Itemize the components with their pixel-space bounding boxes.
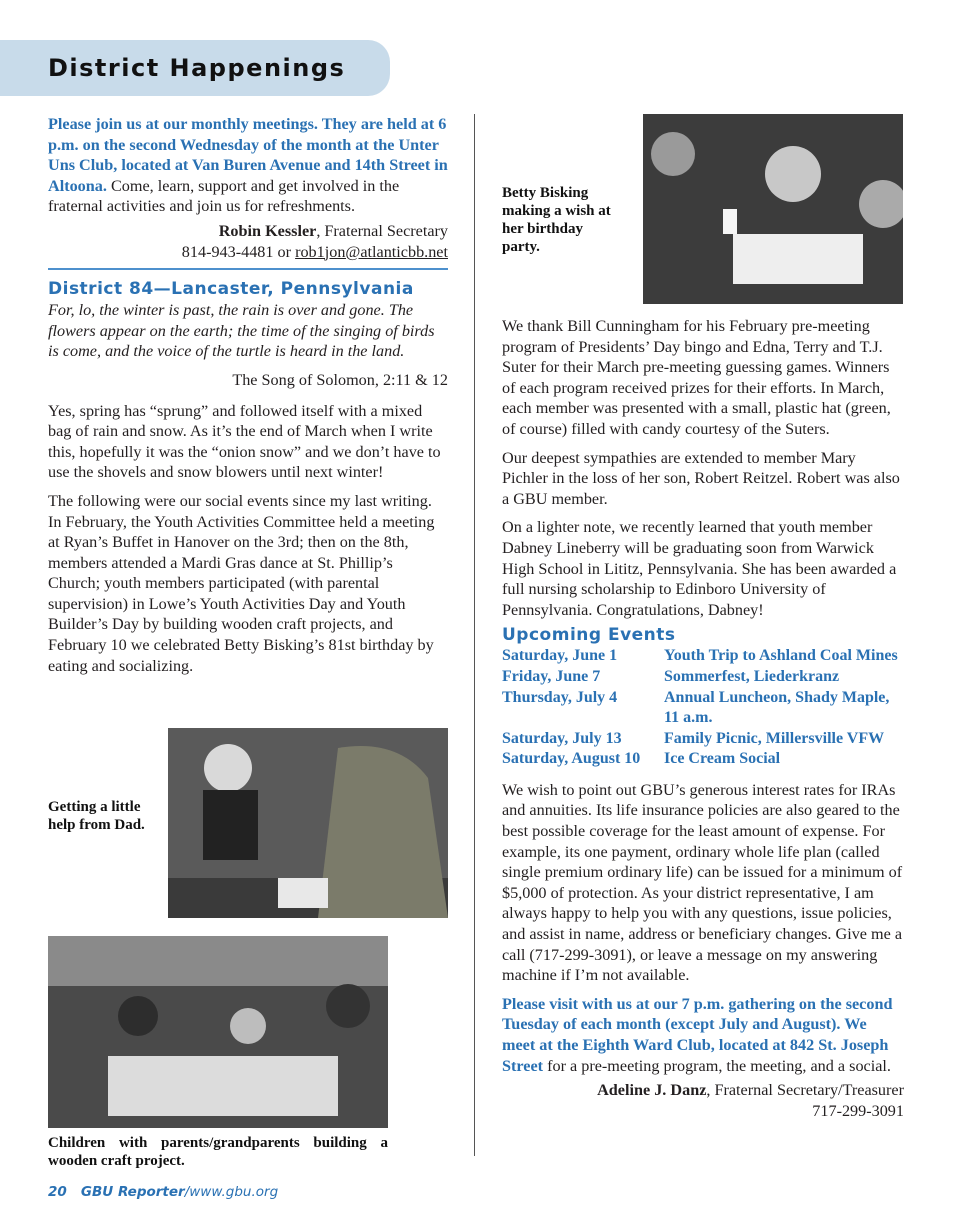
signature-title: , Fraternal Secretary (316, 221, 448, 240)
signature-name: Adeline J. Danz (597, 1081, 707, 1100)
events-paragraph: The following were our social events since my last writing. In February, the Youth Activities Committee held a meeting at Ryan’s Buffet in Hanover on the 3rd; then on the 8th, members attended a Mardi Gras dance at St. Phillip’s Church; youth members participated (with parental supervision) in Lowe’s Youth Activities Day and Youth Builder’s Day by building wooden craft projects, and February 10 we celebrated Betty Bisking’s 81st birthday by eating and socializing. (48, 491, 435, 675)
event-row (502, 688, 904, 729)
intro-signature (48, 221, 448, 262)
signature-phone: 814-943-4481 or (181, 242, 296, 261)
caption-dad: Getting a little help from Dad. (48, 799, 145, 833)
page-number: 20 (48, 1184, 67, 1200)
event-date: Thursday, July 4 (502, 688, 618, 706)
publication-name: GBU Reporter (80, 1184, 185, 1200)
photo-image (643, 114, 903, 304)
event-row (502, 646, 904, 667)
photo-children-crafts (48, 936, 388, 1128)
event-date: Saturday, August 10 (502, 750, 641, 768)
photo-image (168, 728, 448, 918)
photo-birthday (643, 114, 903, 304)
section-title: District Happenings (48, 54, 346, 82)
signature-title: , Fraternal Secretary/Treasurer (706, 1081, 904, 1100)
visit-paragraph (502, 994, 904, 1076)
event-date: Friday, June 7 (502, 667, 601, 685)
visit-rest: for a pre-meeting program, the meeting, and a social. (543, 1056, 891, 1075)
upcoming-events-heading: Upcoming Events (502, 625, 676, 646)
photo-dad-helping (168, 728, 448, 918)
event-name: Sommerfest, Liederkranz (664, 667, 840, 685)
photo-image (48, 936, 388, 1128)
event-date: Saturday, July 13 (502, 729, 622, 747)
events-list (502, 646, 904, 770)
event-name: Family Picnic, Millersville VFW (664, 729, 885, 747)
intro-invite: Come, learn, support and get involved in the fraternal activities and join us for refreshments. (48, 176, 400, 216)
quote-source: The Song of Solomon, 2:11 & 12 (232, 370, 448, 389)
sympathy-paragraph: Our deepest sympathies are extended to member Mary Pichler in the loss of her son, Robert Reitzel. Robert was also a GBU member. (502, 448, 900, 508)
district-heading: District 84—Lancaster, Pennsylvania (48, 279, 414, 300)
caption-betty: Betty Bisking making a wish at her birthday party. (502, 185, 611, 255)
signature-email-link[interactable]: rob1jon@atlanticbb.net (295, 242, 448, 261)
footer-url-link[interactable]: /www.gbu.org (184, 1184, 279, 1200)
signature-phone: 717-299-3091 (812, 1101, 904, 1120)
event-name: Ice Cream Social (664, 750, 781, 768)
caption-children: Children with parents/grandparents building a wooden craft project. (48, 1135, 388, 1169)
page-footer (48, 1184, 278, 1200)
right-column (502, 316, 904, 1121)
spring-paragraph: Yes, spring has “sprung” and followed itself with a mixed bag of rain and snow. As it’s the end of March when I write this, hopefully it was the “onion snow” and we don’t have to use the shovels and snow blowers until next winter! (48, 401, 441, 482)
graduation-paragraph: On a lighter note, we recently learned that youth member Dabney Lineberry will be graduating soon from Warwick High School in Lititz, Pennsylvania. She has been awarded a full nursing scholarship to Edinboro University of Pennsylvania. Congratulations, Dabney! (502, 518, 897, 619)
insurance-paragraph: We wish to point out GBU’s generous interest rates for IRAs and annuities. Its life insurance policies are also geared to the best possible coverage for the least amount of expense. For example, its one payment, ordinary whole life plan (called single premium ordinary life) can be issued for a minimum of $5,000 of protection. As your district representative, I am always happy to help you with any questions, issue policies, and assist in name, address or beneficiary changes. Give me a call (717-299-3091), or leave a message on my answering machine if I’m not available. (502, 780, 903, 985)
intro-paragraph (48, 114, 448, 217)
event-date: Saturday, June 1 (502, 647, 618, 665)
event-row (502, 749, 904, 770)
signature-name: Robin Kessler (218, 221, 317, 240)
event-row (502, 667, 904, 688)
thanks-paragraph: We thank Bill Cunningham for his February pre-meeting program of Presidents’ Day bingo and Edna, Terry and T.J. Suter for their March pre-meeting guessing games. Winners of each program received prizes for their efforts. In March, each member was presented with a small, plastic hat (green, of course) filled with candy courtesy of the Suters. (502, 317, 891, 438)
event-name: Youth Trip to Ashland Coal Mines (664, 647, 898, 665)
left-column (48, 114, 448, 684)
event-name: Annual Luncheon, Shady Maple, 11 a.m. (664, 688, 890, 727)
right-signature (502, 1080, 904, 1121)
event-row (502, 729, 904, 750)
intro-meeting-info: Please join us at our monthly meetings. They are held at 6 p.m. on the second Wednesday of the month at the Unter Uns Club, located at Van Buren Avenue and 14th Street in Altoona. (48, 115, 448, 195)
visit-meeting-info: Please visit with us at our 7 p.m. gathering on the second Tuesday of each month (except July and August). We meet at the Eighth Ward Club, located at 842 St. Joseph Street (502, 994, 893, 1075)
column-divider (474, 114, 475, 1156)
heading-rule (48, 268, 448, 270)
scripture-quote: For, lo, the winter is past, the rain is over and gone. The flowers appear on the earth; the time of the singing of birds is come, and the voice of the turtle is heard in the land. (48, 301, 435, 361)
